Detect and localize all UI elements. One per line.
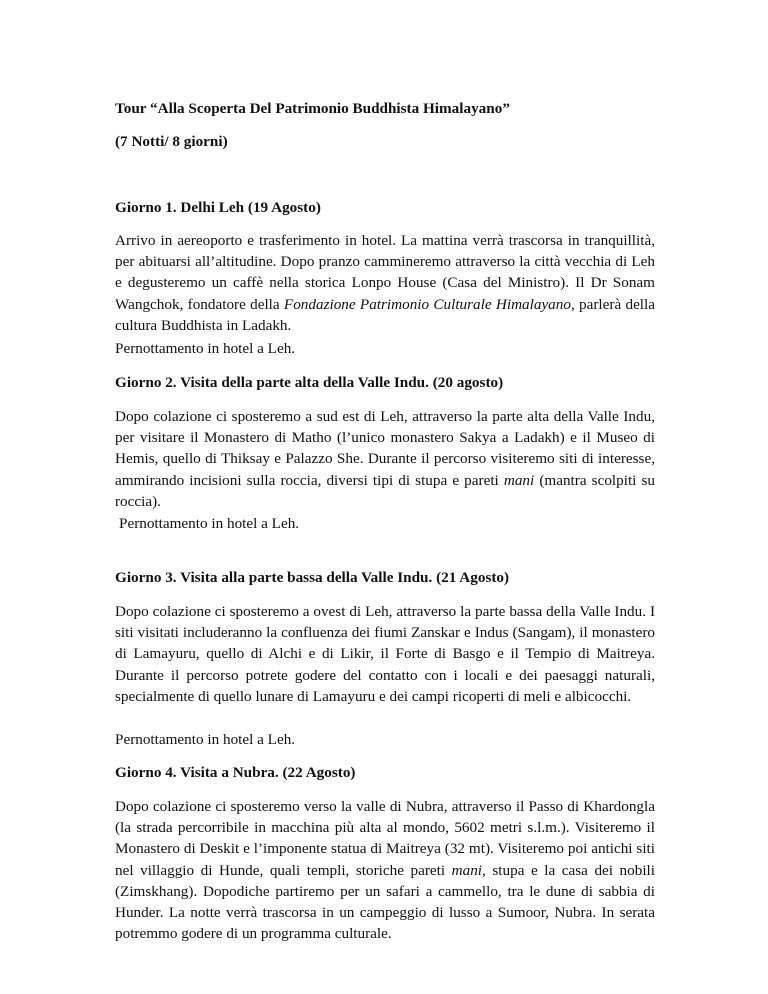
day-2-heading: Giorno 2. Visita della parte alta della Valle Indu. (20 agosto) <box>115 374 504 391</box>
tour-duration: (7 Notti/ 8 giorni) <box>115 133 228 150</box>
day-2-description <box>115 406 655 512</box>
day-2-text-b: (mantra scolpiti su roccia). <box>115 471 655 510</box>
day-1-text-b: , parlerà della cultura Buddhista in Ladakh. <box>115 295 655 334</box>
day-4-description <box>115 796 655 944</box>
day-3-description <box>115 601 655 707</box>
day-2-overnight: Pernottamento in hotel a Leh. <box>119 515 300 532</box>
day-1-text-a: Arrivo in aereoporto e trasferimento in hotel. La mattina verrà trascorsa in tranquillità, per abituarsi all’altitudine. Dopo pranzo cammineremo attraverso la città vecchia di Leh e degusteremo un caffè nella storica Lonpo House (Casa del Ministro). Il Dr Sonam Wangchok, fondatore della <box>115 232 655 313</box>
day-1-description <box>115 230 655 336</box>
day-1-heading: Giorno 1. Delhi Leh (19 Agosto) <box>115 199 321 216</box>
day-3-heading: Giorno 3. Visita alla parte bassa della Valle Indu. (21 Agosto) <box>115 569 510 586</box>
day-2-mani: mani <box>503 471 535 489</box>
day-1-overnight: Pernottamento in hotel a Leh. <box>115 340 296 357</box>
day-2-text-a: Dopo colazione ci sposteremo a sud est di Leh, attraverso la parte alta della Valle Indu, per visitare il Monastero di Matho (l’unico monastero Sakya a Ladakh) e il Museo di Hemis, quello di Thiksay e Palazzo She. Durante il percorso visiteremo siti di interesse, ammirando incisioni sulla roccia, diversi tipi di stupa e pareti <box>115 408 655 489</box>
day-3-overnight: Pernottamento in hotel a Leh. <box>115 731 296 748</box>
day-4-text-b: , stupa e la casa dei nobili (Zimskhang). Dopodiche partiremo per un safari a cammello, tra le dune di sabbia di Hunder. La notte verrà trascorsa in un campeggio di lusso a Sumoor, Nubra. In serata potremmo godere di un programma culturale. <box>115 861 655 943</box>
day-1-foundation-name: Fondazione Patrimonio Culturale Himalayano <box>283 295 571 313</box>
day-4-text-a: Dopo colazione ci sposteremo verso la valle di Nubra, attraverso il Passo di Khardongla (la strada percorribile in macchina più alta al mondo, 5602 metri s.l.m.). Visiteremo il Monastero di Deskit e l’imponente statua di Maitreya (32 mt). Visiteremo poi antichi siti nel villaggio di Hunde, quali templi, storiche pareti <box>115 798 655 879</box>
tour-title: Tour “Alla Scoperta Del Patrimonio Buddhista Himalayano” <box>115 100 510 117</box>
day-3-text-a: Dopo colazione ci sposteremo a ovest di Leh, attraverso la parte bassa della Valle Indu. I siti visitati includeranno la confluenza dei fiumi Zanskar e Indus (Sangam), il monastero di Lamayuru, quello di Alchi e di Likir, il Forte di Basgo e il Tempio di Maitreya. Durante il percorso potrete godere del contatto con i locali e dei paesaggi naturali, specialmente di quello lunare di Lamayuru e dei campi ricoperti di meli e albicocchi. <box>115 603 655 705</box>
day-4-mani: mani <box>451 861 483 879</box>
day-4-heading: Giorno 4. Visita a Nubra. (22 Agosto) <box>115 764 356 781</box>
